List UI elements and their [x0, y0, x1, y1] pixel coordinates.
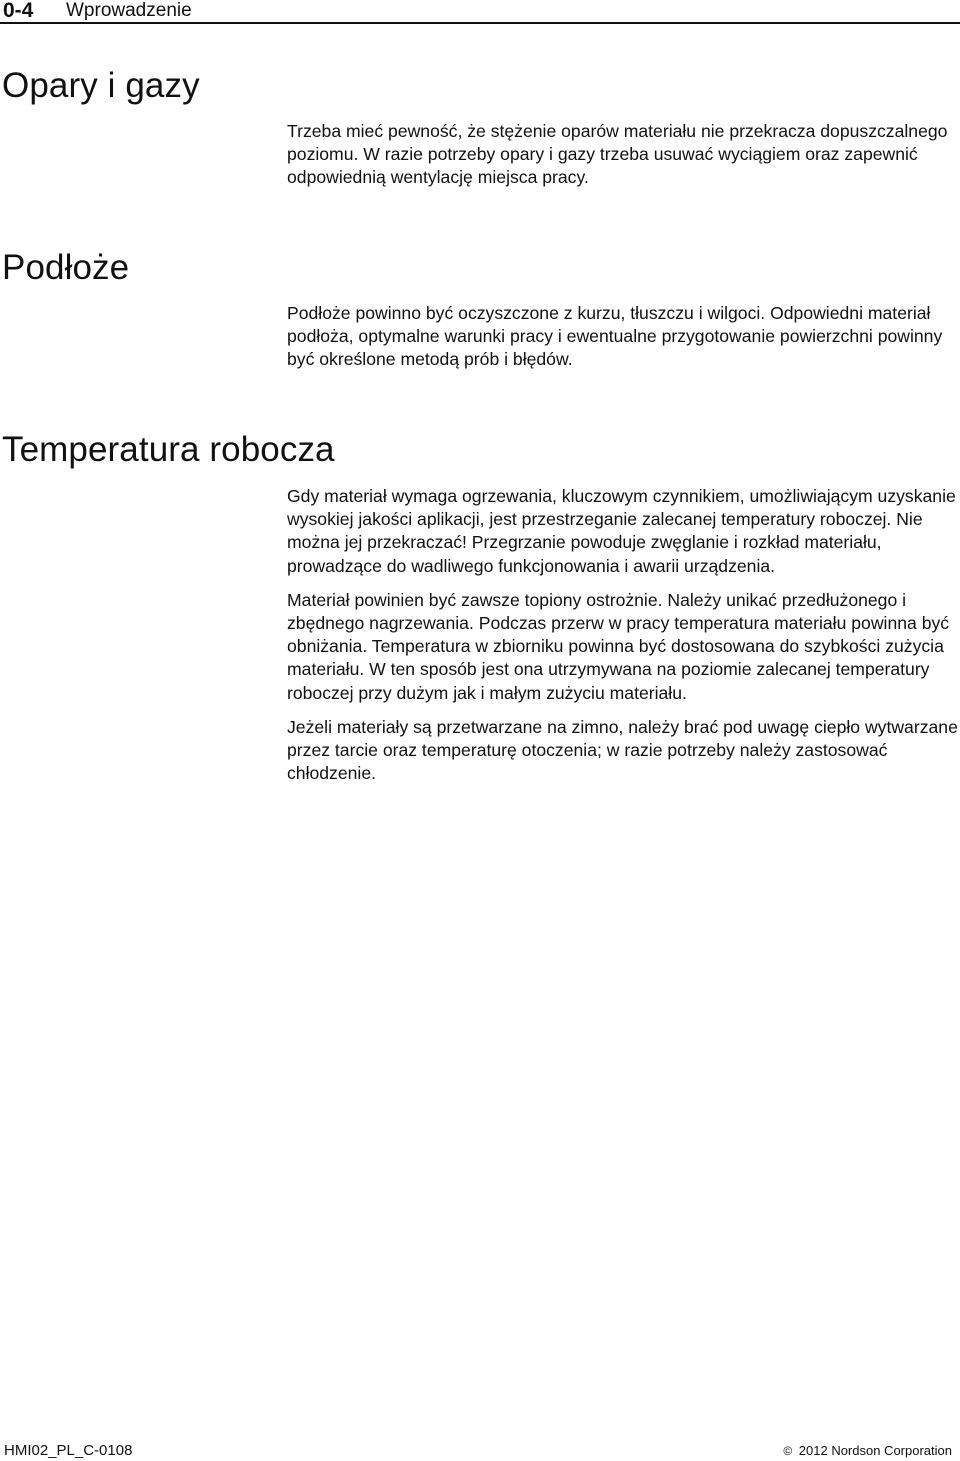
section-heading-opary: Opary i gazy — [2, 66, 200, 105]
page-header — [0, 0, 960, 24]
section-body-temperatura — [287, 485, 959, 796]
page-number: 0-4 — [3, 0, 34, 22]
chapter-title: Wprowadzenie — [66, 0, 192, 21]
copyright — [783, 1442, 952, 1460]
section-heading-podloze: Podłoże — [2, 248, 130, 287]
paragraph: Podłoże powinno być oczyszczone z kurzu, tłuszczu i wilgoci. Odpowiedni materiał podłoża, optymalne warunki pracy i ewentualne przygotowanie powierzchni powinny być określone metodą prób i błędów. — [287, 303, 943, 370]
copyright-text: 2012 Nordson Corporation — [798, 1443, 952, 1458]
section-body-opary — [287, 120, 959, 201]
section-heading-temperatura: Temperatura robocza — [2, 430, 335, 469]
copyright-icon: © — [783, 1444, 793, 1458]
paragraph: Materiał powinien być zawsze topiony ostrożnie. Należy unikać przedłużonego i zbędnego nagrzewania. Podczas przerw w pracy temperatura materiału powinna być obniżania. Temperatura w zbiorniku powinna być dostosowana do szybkości zużycia materiału. W ten sposób jest ona utrzymywana na poziomie zalecanej temperatury roboczej przy dużym jak i małym zużyciu materiału. — [287, 589, 950, 703]
paragraph: Trzeba mieć pewność, że stężenie oparów materiału nie przekracza dopuszczalnego poziomu. W razie potrzeby opary i gazy trzeba usuwać wyciągiem oraz zapewnić odpowiednią wentylację miejsca pracy. — [287, 121, 948, 188]
paragraph: Gdy materiał wymaga ogrzewania, kluczowym czynnikiem, umożliwiającym uzyskanie wysokiej jakości aplikacji, jest przestrzeganie zalecanej temperatury roboczej. Nie można jej przekraczać! Przegrzanie powoduje zwęglanie i rozkład materiału, prowadzące do wadliwego funkcjonowania i awarii urządzenia. — [287, 486, 956, 576]
paragraph: Jeżeli materiały są przetwarzane na zimno, należy brać pod uwagę ciepło wytwarzane przez tarcie oraz temperaturę otoczenia; w razie potrzeby należy zastosować chłodzenie. — [287, 716, 958, 784]
section-body-podloze — [287, 302, 959, 383]
document-code: HMI02_PL_C-0108 — [4, 1442, 133, 1459]
